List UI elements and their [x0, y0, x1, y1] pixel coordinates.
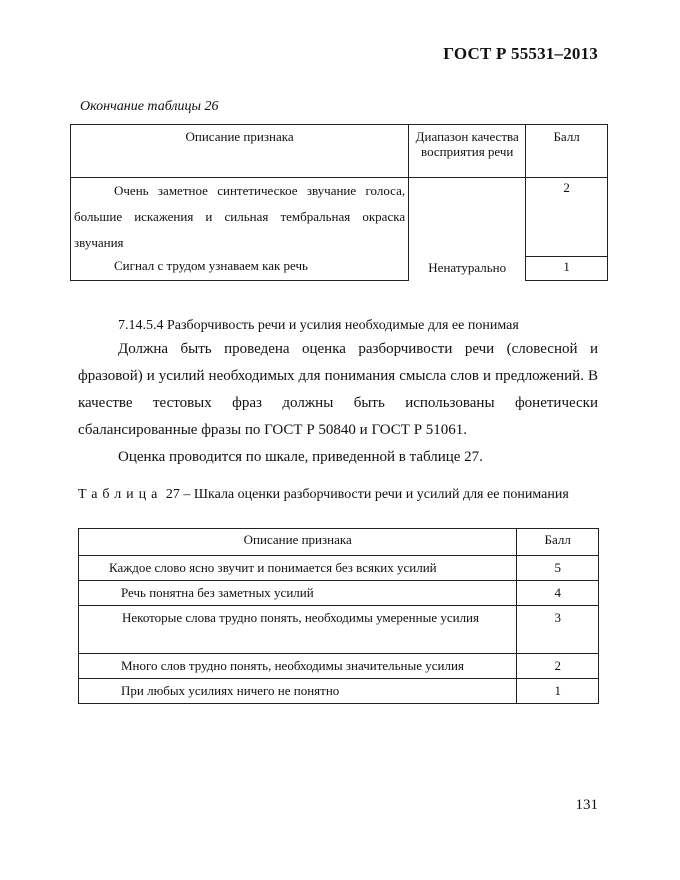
table27-caption-word: Таблица — [78, 487, 163, 502]
cell-description: Очень заметное синтетическое звучание голоса, большие искажения и сильная тембральная окраска звучания — [71, 178, 409, 257]
document-code: ГОСТ Р 55531–2013 — [443, 44, 598, 63]
column-header-score: Балл — [517, 529, 599, 556]
cell-score: 4 — [517, 581, 599, 606]
cell-range: Ненатурально — [409, 178, 526, 281]
column-header-description: Описание признака — [71, 125, 409, 178]
table-row — [79, 581, 599, 606]
table-header-row — [71, 125, 608, 178]
table-header-row — [79, 529, 599, 556]
cell-score: 2 — [526, 178, 608, 257]
scale-note: Оценка проводится по шкале, приведенной в таблице 27. — [118, 449, 483, 465]
cell-description: Каждое слово ясно звучит и понимается без всяких усилий — [79, 556, 517, 581]
column-header-range: Диапазон качества восприятия речи — [409, 125, 526, 178]
column-header-description: Описание признака — [79, 529, 517, 556]
cell-description: Некоторые слова трудно понять, необходимы умеренные усилия — [79, 606, 517, 654]
cell-description: Много слов трудно понять, необходимы значительные усилия — [79, 654, 517, 679]
column-header-score: Балл — [526, 125, 608, 178]
table-row — [71, 178, 608, 257]
page-number: 131 — [575, 797, 598, 813]
table-row — [79, 654, 599, 679]
table-row — [79, 679, 599, 704]
section-heading: 7.14.5.4 Разборчивость речи и усилия необходимые для ее понимая — [118, 318, 519, 333]
table-27 — [78, 528, 599, 704]
table-row — [71, 256, 608, 280]
table-row — [79, 606, 599, 654]
table26-caption: Окончание таблицы 26 — [80, 99, 219, 114]
table27-caption-text: 27 – Шкала оценки разборчивости речи и усилий для ее понимания — [162, 487, 569, 502]
table-row — [79, 556, 599, 581]
cell-score: 5 — [517, 556, 599, 581]
cell-score: 1 — [526, 256, 608, 280]
section-paragraph: Должна быть проведена оценка разборчивости речи (словесной и фразовой) и усилий необходимых для понимания смысла слов и предложений. В качестве тестовых фраз должны быть использованы фонетически сбалансированные фразы по ГОСТ Р 50840 и ГОСТ Р 51061. — [78, 341, 598, 438]
table27-caption — [78, 487, 598, 503]
cell-score: 1 — [517, 679, 599, 704]
cell-description: Речь понятна без заметных усилий — [79, 581, 517, 606]
cell-description: Сигнал с трудом узнаваем как речь — [71, 256, 409, 280]
cell-score: 3 — [517, 606, 599, 654]
cell-description: При любых усилиях ничего не понятно — [79, 679, 517, 704]
table-26 — [70, 124, 608, 281]
cell-score: 2 — [517, 654, 599, 679]
